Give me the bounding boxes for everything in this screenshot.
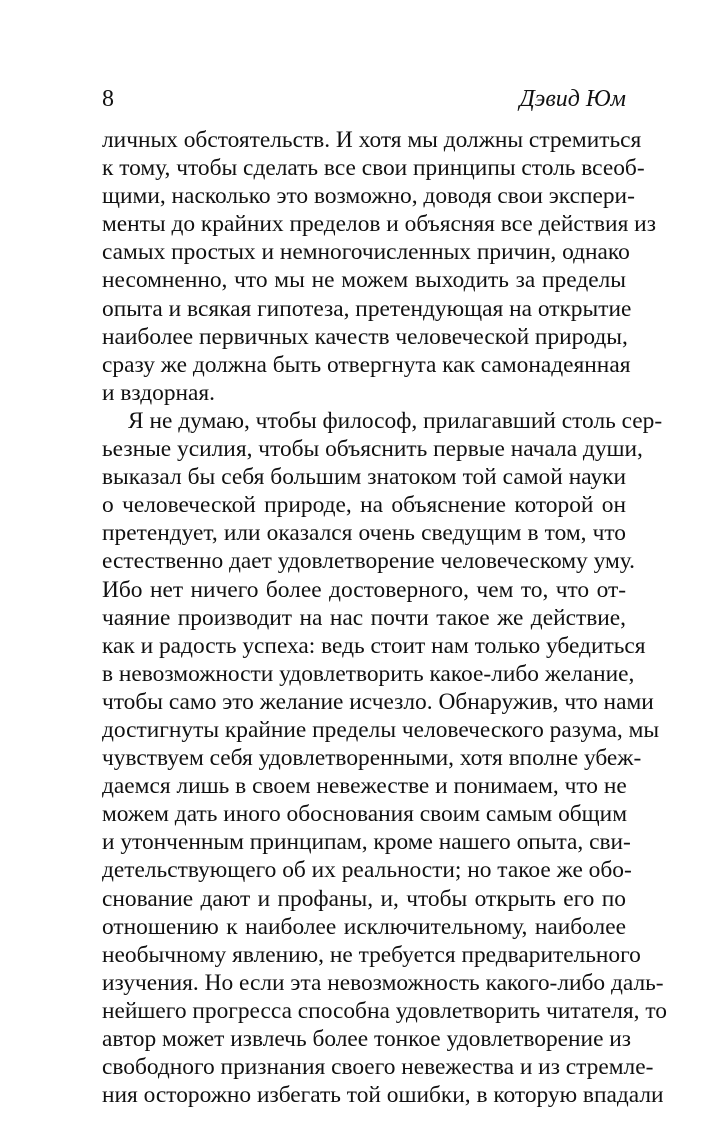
text-line: к тому, чтобы сделать все свои принципы столь всеоб- (102, 155, 645, 182)
text-line: свободного признания своего невежества и из стремле- (102, 1054, 654, 1081)
text-line: детельствующего об их реальности; но такое же обо- (102, 857, 632, 884)
text-line: и утонченным принципам, кроме нашего опыта, сви- (102, 829, 631, 856)
text-line: щими, насколько это возможно, доводя свои экспери- (102, 183, 635, 210)
text-line: несомненно, что мы не можем выходить за пределы (102, 267, 626, 294)
text-line: необычному явлению, не требуется предварительного (102, 941, 641, 968)
page-header (102, 86, 626, 126)
text-line: естественно дает удовлетворение человеческому уму. (102, 548, 635, 575)
text-line: нейшего прогресса способна удовлетворить читателя, то (102, 997, 667, 1024)
text-line: самых простых и немногочисленных причин, однако (102, 239, 630, 266)
text-line: и вздорная. (102, 379, 216, 406)
running-title: Дэвид Юм (519, 86, 626, 112)
text-line: личных обстоятельств. И хотя мы должны стремиться (102, 127, 642, 153)
text-line: чаяние производит на нас почти такое же действие, (102, 604, 626, 631)
text-line: даемся лишь в своем невежестве и понимаем, что не (102, 773, 627, 800)
text-line: опыта и всякая гипотеза, претендующая на открытие (102, 295, 632, 322)
text-line: сразу же должна быть отвергнута как самонадеянная (102, 351, 631, 378)
text-line: чтобы само это желание исчезло. Обнаружив, что нами (102, 688, 654, 715)
text-line: о человеческой природе, на объяснение которой он (102, 492, 626, 519)
text-line: ния осторожно избегать той ошибки, в которую впадали (102, 1082, 664, 1109)
body-text (102, 126, 667, 1109)
text-line: снование дают и профаны, и, чтобы открыть его по (102, 885, 626, 912)
text-line: отношению к наиболее исключительному, наиболее (102, 913, 626, 940)
paragraph (102, 126, 656, 407)
text-line: изучения. Но если эта невозможность какого-либо даль- (102, 969, 664, 996)
text-line: Ибо нет ничего более достоверного, чем то, что от- (102, 576, 626, 603)
text-line: выказал бы себя большим знатоком той самой науки (102, 464, 626, 491)
paragraph (102, 407, 667, 1109)
text-line: наиболее первичных качеств человеческой природы, (102, 323, 628, 350)
text-line: чувствуем себя удовлетворенными, хотя вполне убеж- (102, 745, 642, 772)
page-number: 8 (102, 86, 114, 112)
text-line: можем дать иного обоснования своим самым общим (102, 801, 627, 828)
text-line: ьезные усилия, чтобы объяснить первые начала души, (102, 436, 643, 463)
text-line: претендует, или оказался очень сведущим в том, что (102, 520, 626, 547)
text-line: Я не думаю, чтобы философ, прилагавший столь сер- (128, 407, 663, 434)
text-line: менты до крайних пределов и объясняя все действия из (102, 211, 656, 238)
book-page (102, 86, 667, 1109)
text-line: как и радость успеха: ведь стоит нам только убедиться (102, 632, 646, 659)
text-line: автор может извлечь более тонкое удовлетворение из (102, 1026, 632, 1052)
text-line: достигнуты крайние пределы человеческого разума, мы (102, 716, 660, 743)
text-line: в невозможности удовлетворить какое-либо желание, (102, 660, 635, 687)
